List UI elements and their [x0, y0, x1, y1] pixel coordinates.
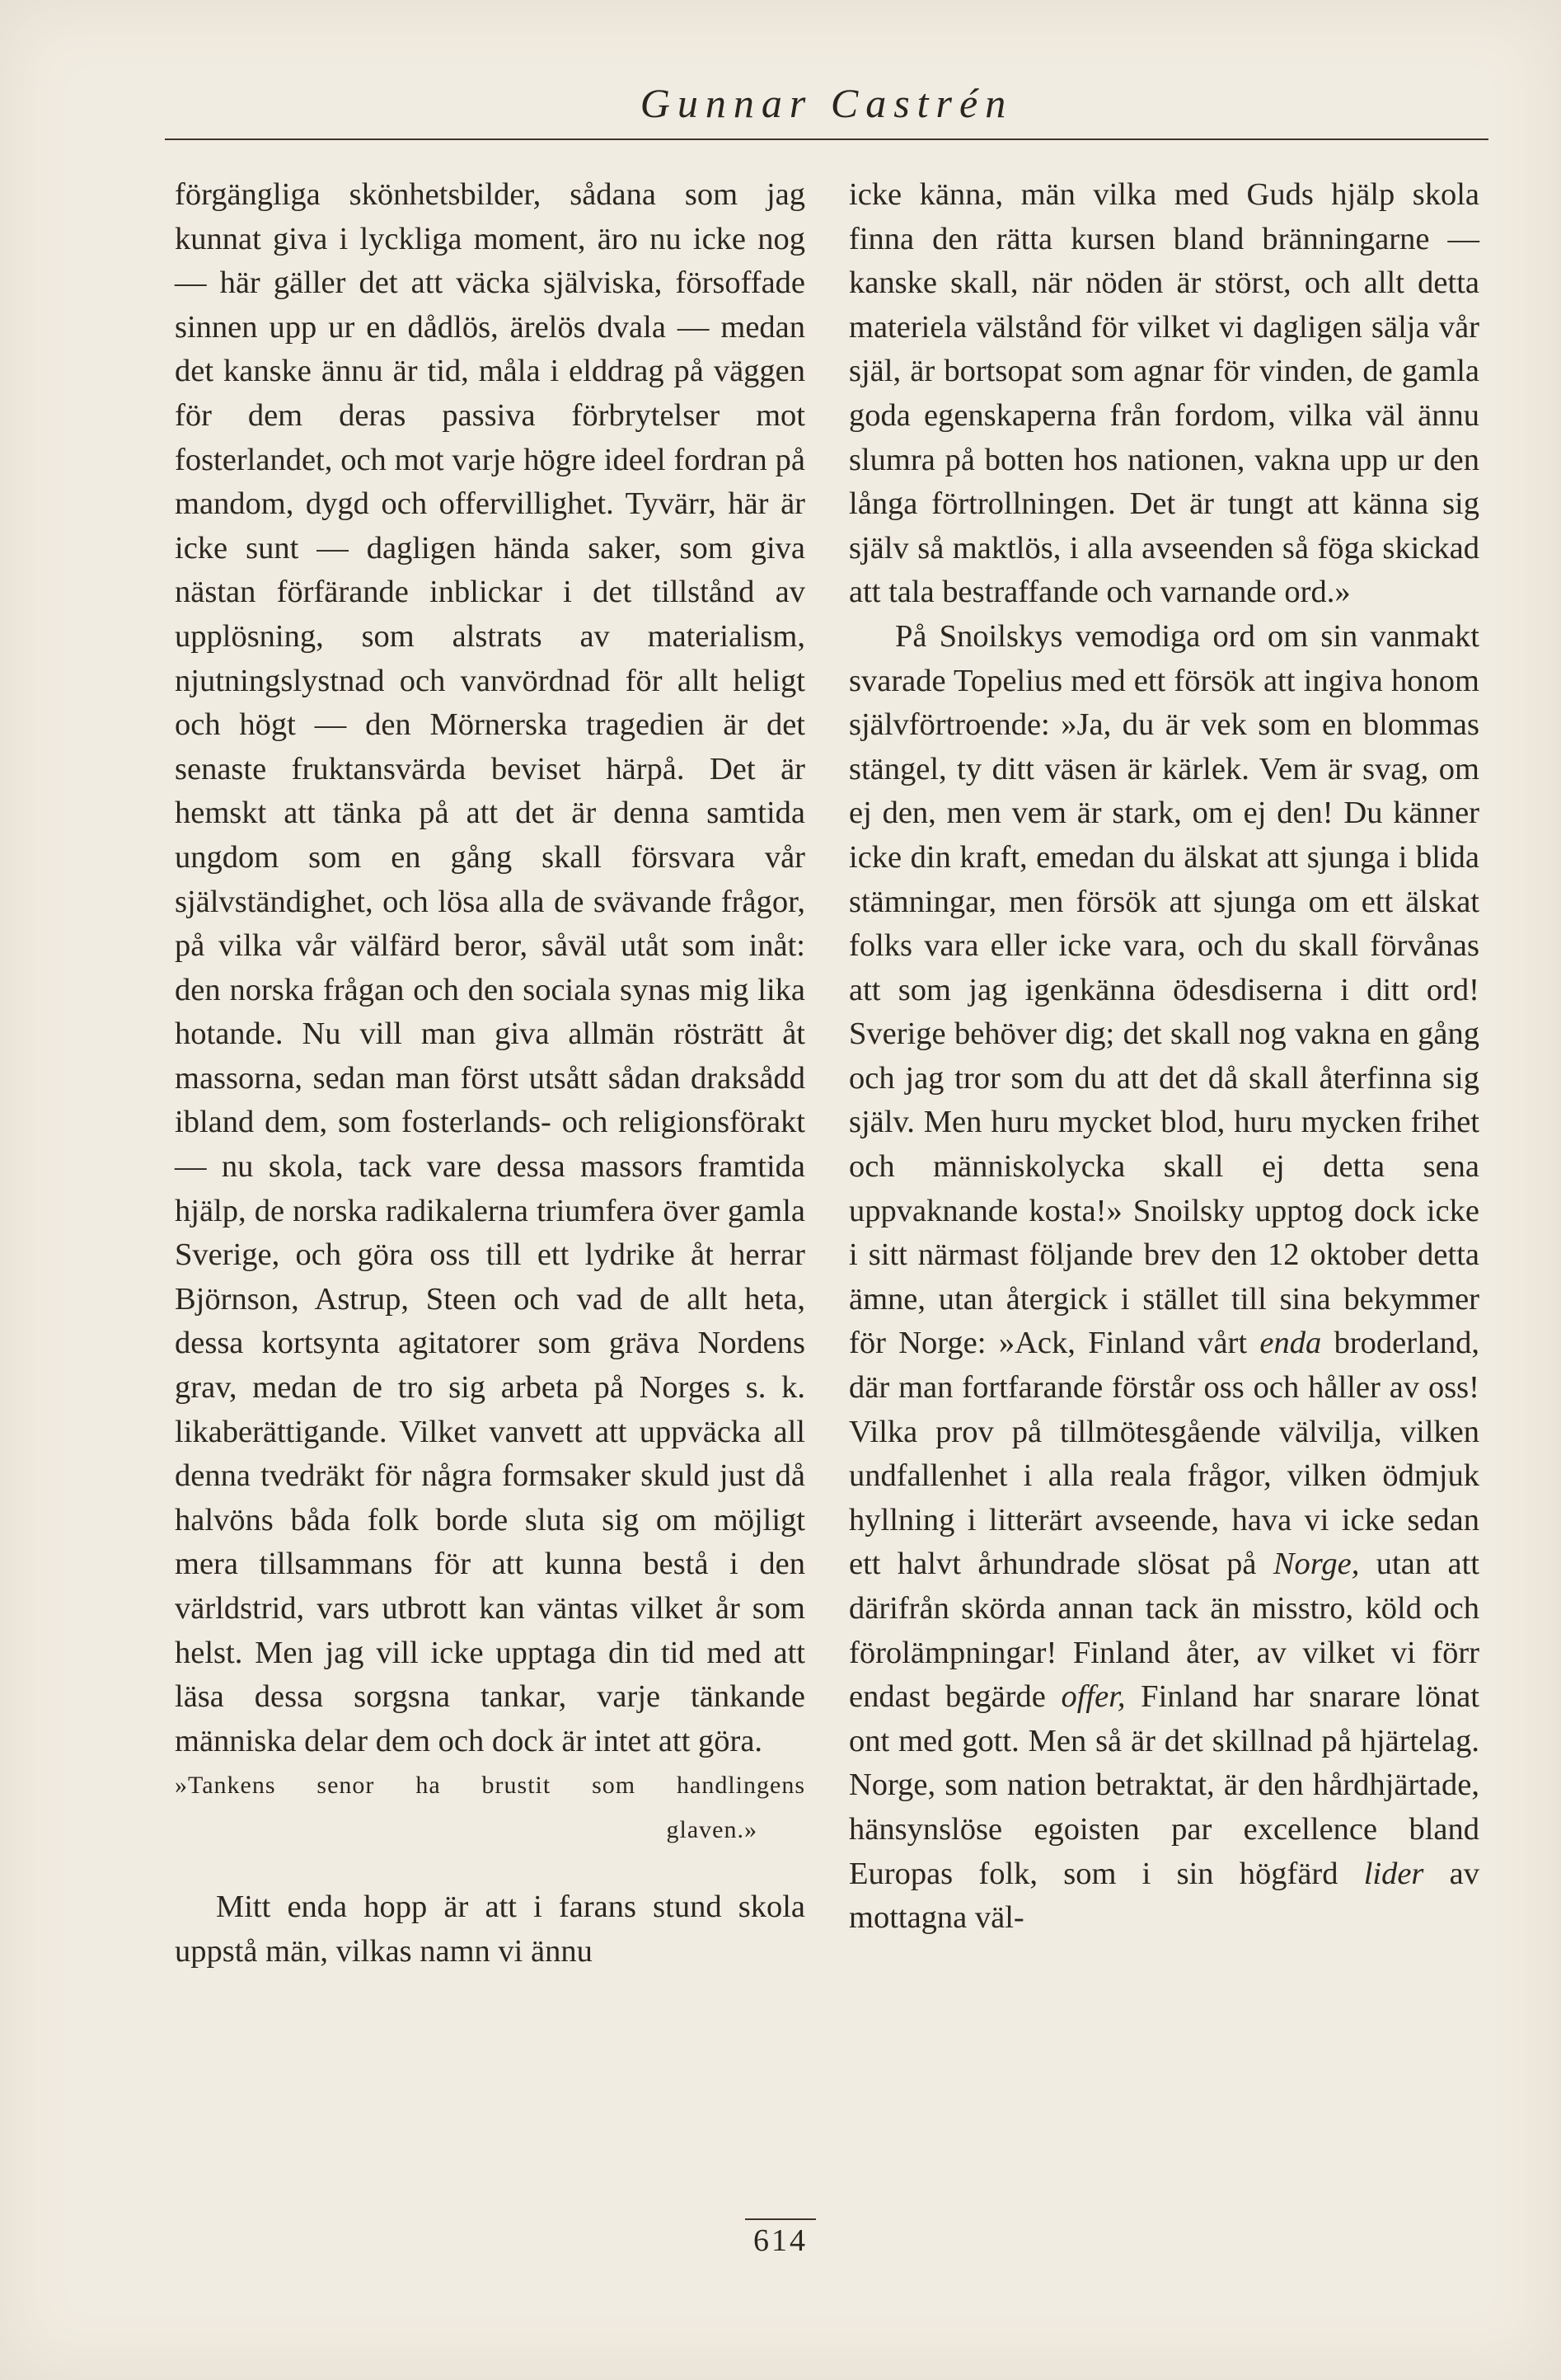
left-column	[175, 173, 805, 1974]
paragraph-text: av mottagna väl-	[849, 1856, 1479, 1936]
paragraph-text: utan att därifrån skörda annan tack än misstro, köld och förolämpningar! Finland åter, av vilket vi förr endast begärde	[849, 1547, 1479, 1715]
right-column	[849, 173, 1479, 1941]
page-number-text: 614	[745, 2218, 816, 2258]
emphasis-norge: Norge,	[1273, 1547, 1360, 1582]
emphasis-enda: enda	[1259, 1326, 1322, 1361]
right-paragraph-2	[849, 615, 1479, 1941]
left-paragraph-1: förgängliga skönhetsbilder, sådana som jag kunnat giva i lyckliga moment, äro nu icke nog — här gäller det att väcka själviska, försoffade sinnen upp ur en dådlös, ärelös dvala — medan det kanske ännu är tid, måla i elddrag på väggen för dem deras passiva förbrytelser mot fosterlandet, och mot varje högre ideel fordran på mandom, dygd och offervillighet. Tyvärr, här är icke sunt — dagligen hända saker, som giva nästan förfärande inblickar i det tillstånd av upplösning, som alstrats av materialism, njutningslystnad och vanvördnad för allt heligt och högt — den Mörnerska tragedien är det senaste fruktansvärda beviset härpå. Det är hemskt att tänka på att det är denna samtida ungdom som en gång skall försvara vår självständighet, och lösa alla de svävande frågor, på vilka vår välfärd beror, såväl utåt som inåt: den norska frågan och den sociala synas mig lika hotande. Nu vill man giva allmän rösträtt åt massorna, sedan man först utsått sådan draksådd ibland dem, som fosterlands- och religionsförakt — nu skola, tack vare dessa massors framtida hjälp, de norska radikalerna triumfera över gamla Sverige, och göra oss till ett lydrike åt herrar Björnson, Astrup, Steen och vad de allt heta, dessa kortsynta agitatorer som gräva Nordens grav, medan de tro sig arbeta på Norges s. k. likaberättigande. Vilket vanvett att uppväcka all denna tvedräkt för några formsaker skuld just då halvöns båda folk borde sluta sig om möjligt mera tillsammans för att kunna bestå i den världstrid, vars utbrott kan väntas vilket år som helst. Men jag vill icke upptaga din tid med att läsa dessa sorgsna tankar, varje tänkande människa delar dem och dock är intet att göra.	[175, 177, 805, 1758]
paragraph-text: På Snoilskys vemodiga ord om sin vanmakt svarade Topelius med ett försök att ingiva honom självförtroende: »Ja, du är vek som en blommas stängel, ty ditt väsen är kärlek. Vem är svag, om ej den, men vem är stark, om ej den! Du känner icke din kraft, emedan du älskat att sjunga i blida stämningar, men försök att sjunga om ett älskat folks vara eller icke vara, och du skall förvånas att som jag igenkänna ödesdiserna i ditt ord! Sverige behöver dig; det skall nog vakna en gång och jag tror som du att det då skall återfinna sig själv. Men huru mycket blod, huru mycken frihet och människolycka skall ej detta sena uppvaknande kosta!» Snoilsky upptog dock icke i sitt närmast följande brev den 12 oktober detta ämne, utan återgick i stället till sina bekymmer för Norge: »Ack, Finland vårt	[849, 618, 1479, 1361]
page-number	[0, 2223, 1561, 2259]
left-paragraph-2: Mitt enda hopp är att i farans stund skola uppstå män, vilkas namn vi ännu	[175, 1889, 805, 1969]
verse-quote	[175, 1763, 805, 1852]
emphasis-lider: lider	[1363, 1856, 1424, 1891]
running-title: Gunnar Castrén	[640, 80, 1014, 126]
verse-line-1: »Tankens senor ha brustit som handlingens	[175, 1772, 805, 1800]
emphasis-offer: offer,	[1061, 1679, 1126, 1715]
right-paragraph-1: icke känna, män vilka med Guds hjälp skola finna den rätta kursen bland bränningarne — kanske skall, när nöden är störst, och allt detta materiela välstånd för vilket vi dagligen sälja vår själ, är bortsopat som agnar för vinden, de gamla goda egenskaperna från fordom, vilka väl ännu slumra på botten hos nationen, vakna upp ur den långa förtrollningen. Det är tungt att känna sig själv så maktlös, i alla avseenden så föga skickad att tala bestraffande och varnande ord.»	[849, 177, 1479, 610]
verse-line-2: glaven.»	[666, 1816, 757, 1844]
header-rule	[165, 138, 1488, 140]
paragraph-text: broderland, där man fortfarande förstår oss och håller av oss! Vilka prov på tillmötesgående välvilja, vilken undfallenhet i alla reala frågor, vilken ödmjuk hyllning i litterärt avseende, hava vi icke sedan ett halvt århundrade slösat på	[849, 1326, 1479, 1582]
paragraph-text: Finland har snarare lönat ont med gott. Men så är det skillnad på hjärtelag. Norge, som nation betraktat, är den hårdhjärtade, hänsynslöse egoisten par excellence bland Europas folk, som i sin högfärd	[849, 1679, 1479, 1891]
